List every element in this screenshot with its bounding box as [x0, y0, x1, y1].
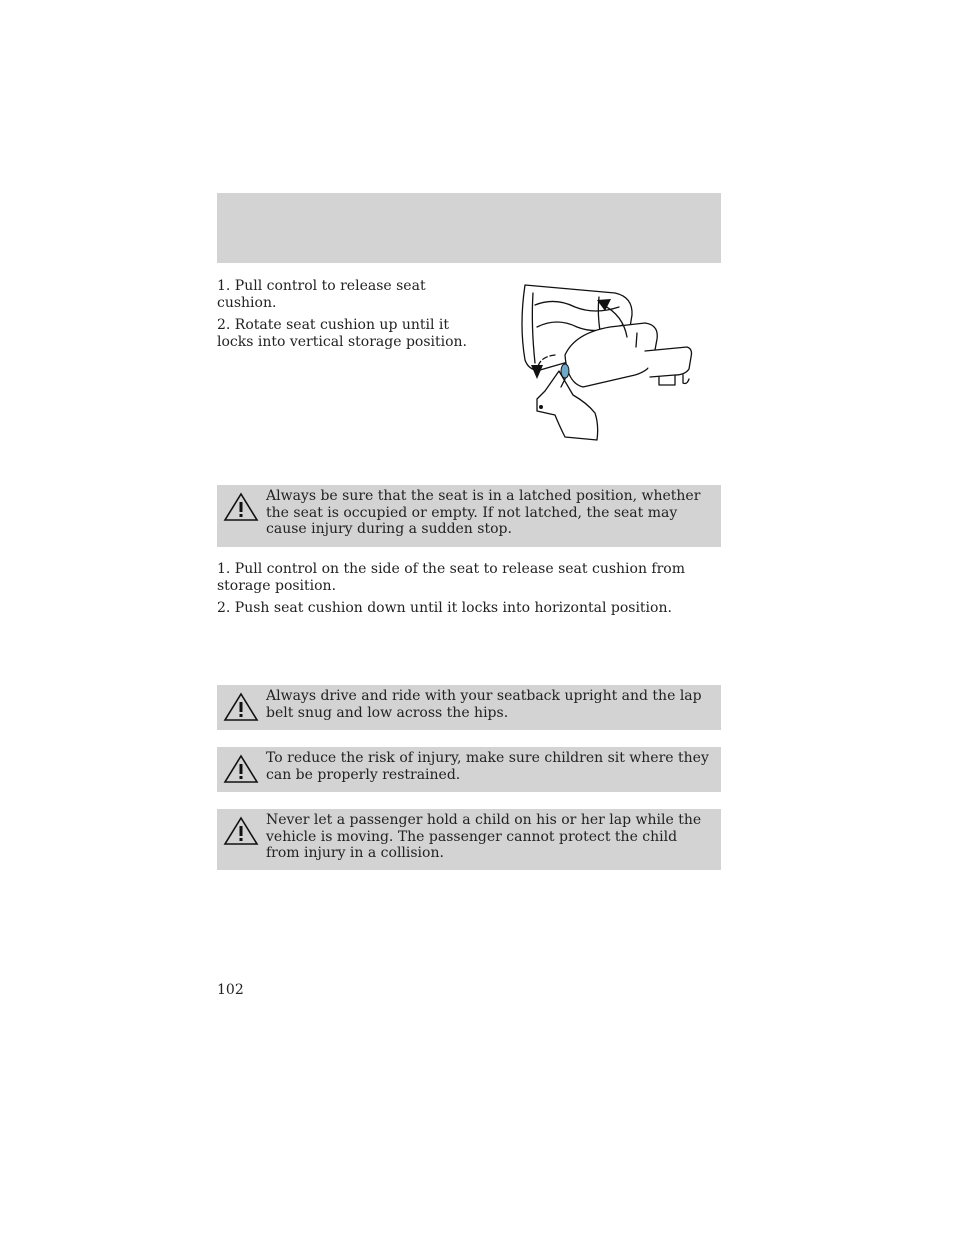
step-1: 1. Pull control on the side of the seat to release seat cushion from storage position. [217, 561, 685, 594]
step-2: 2. Push seat cushion down until it locks into horizontal position. [217, 600, 672, 616]
warning-triangle-icon [223, 492, 259, 522]
step-1: 1. Pull control to release seat cushion. [217, 278, 426, 311]
storage-steps [217, 278, 487, 356]
warning-triangle-icon [223, 692, 259, 722]
release-steps [217, 561, 721, 623]
warning-text: To reduce the risk of injury, make sure children sit where they can be properly restrained. [266, 750, 709, 783]
warning-triangle-icon [223, 754, 259, 784]
warning-text: Always drive and ride with your seatback upright and the lap belt snug and low across the hips. [266, 688, 702, 721]
warning-box [217, 685, 721, 730]
warning-text: Never let a passenger hold a child on his or her lap while the vehicle is moving. The passenger cannot protect the child from injury in a collision. [266, 812, 702, 861]
page-number: 102 [217, 982, 244, 998]
warning-text: Always be sure that the seat is in a latched position, whether the seat is occupied or empty. If not latched, the seat may cause injury during a sudden stop. [266, 488, 701, 537]
warning-box [217, 747, 721, 792]
section-header-band [217, 193, 721, 263]
warning-box [217, 485, 721, 547]
warning-box [217, 809, 721, 870]
step-2: 2. Rotate seat cushion up until it locks into vertical storage position. [217, 317, 467, 350]
warning-triangle-icon [223, 816, 259, 846]
seat-fold-illustration [515, 275, 700, 445]
